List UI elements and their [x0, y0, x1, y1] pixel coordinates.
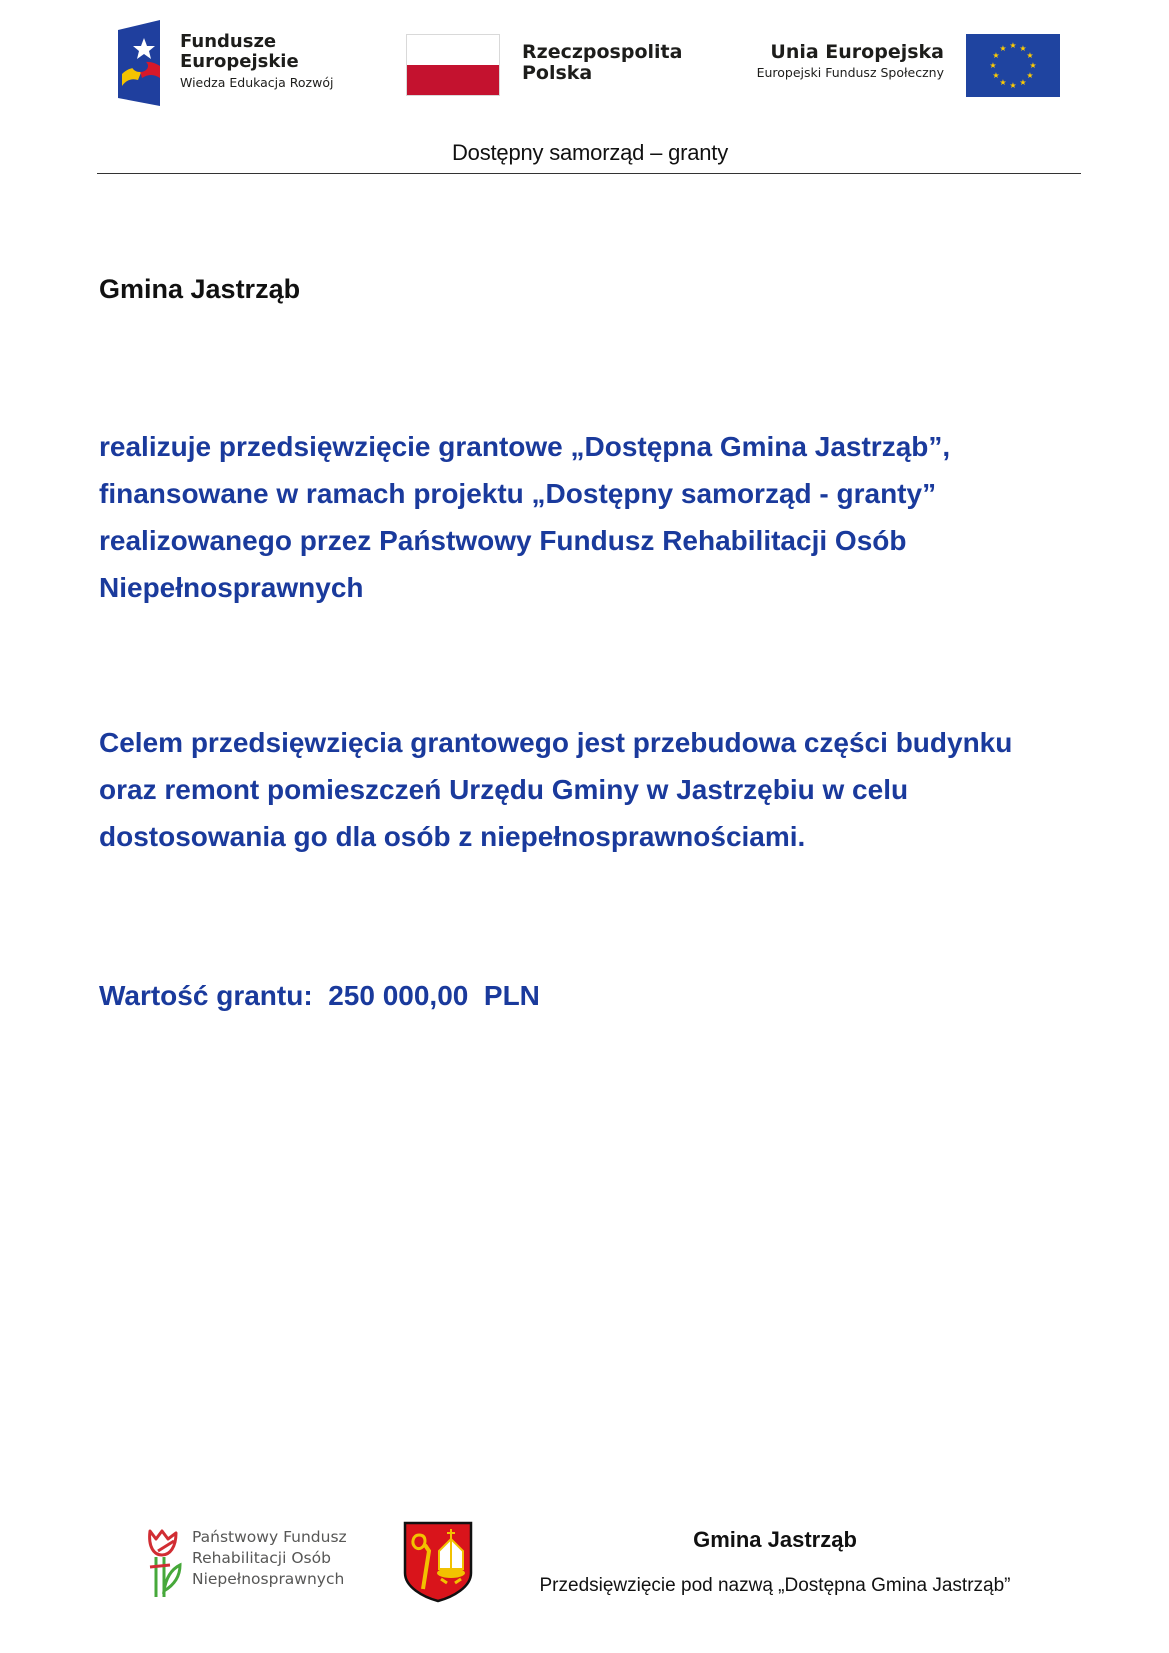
ue-subtitle: Europejski Fundusz Społeczny — [756, 65, 944, 80]
svg-text:★: ★ — [1019, 78, 1027, 87]
project-goal — [99, 719, 1109, 860]
svg-text:★: ★ — [999, 78, 1007, 87]
svg-text:★: ★ — [1009, 41, 1017, 50]
fe-title-line2: Europejskie — [180, 51, 299, 72]
pfron-line3: Niepełnosprawnych — [192, 1570, 345, 1588]
fe-title-line1: Fundusze — [180, 31, 277, 52]
description-line: realizuje przedsięwzięcie grantowe „Dostępna Gmina Jastrząb”, — [99, 431, 951, 462]
description-line: finansowane w ramach projektu „Dostępny samorząd - granty” — [99, 478, 937, 509]
pfron-line1: Państwowy Fundusz — [192, 1528, 347, 1546]
grant-value: Wartość grantu: 250 000,00 PLN — [99, 980, 540, 1011]
svg-text:★: ★ — [999, 44, 1007, 53]
fe-subtitle: Wiedza Edukacja Rozwój — [180, 75, 334, 90]
header-title: Dostępny samorząd – granty — [451, 140, 729, 165]
svg-text:★: ★ — [992, 51, 1000, 60]
pfron-line2: Rehabilitacji Osób — [192, 1549, 331, 1567]
header-divider — [97, 173, 1081, 174]
svg-text:★: ★ — [1019, 44, 1027, 53]
rzeczpospolita-polska-logo — [406, 32, 686, 98]
rp-line1: Rzeczpospolita — [522, 41, 683, 63]
fundusze-europejskie-emblem-icon — [118, 20, 164, 106]
svg-text:★: ★ — [1026, 71, 1034, 80]
coat-of-arms-icon — [403, 1521, 473, 1603]
polish-flag-icon — [406, 34, 500, 96]
svg-text:★: ★ — [1026, 51, 1034, 60]
svg-text:★: ★ — [1009, 81, 1017, 90]
goal-line: Celem przedsięwzięcia grantowego jest przebudowa części budynku — [99, 727, 1013, 758]
description-line: Niepełnosprawnych — [99, 572, 364, 603]
unia-europejska-logo — [738, 32, 1060, 98]
goal-line: oraz remont pomieszczeń Urzędu Gminy w Jastrzębiu w celu — [99, 774, 909, 805]
project-description — [99, 423, 1109, 611]
rp-line2: Polska — [522, 62, 593, 84]
tulip-icon — [144, 1521, 184, 1601]
ue-title: Unia Europejska — [770, 41, 944, 63]
svg-text:★: ★ — [1029, 61, 1037, 70]
goal-line: dostosowania go dla osób z niepełnosprawnościami. — [99, 821, 806, 852]
footer-project-name: Przedsięwzięcie pod nazwą „Dostępna Gmina Jastrząb” — [539, 1575, 1011, 1596]
footer-organization: Gmina Jastrząb — [693, 1527, 857, 1552]
organization-name: Gmina Jastrząb — [99, 274, 301, 304]
svg-text:★: ★ — [989, 61, 997, 70]
svg-text:★: ★ — [992, 71, 1000, 80]
description-line: realizowanego przez Państwowy Fundusz Rehabilitacji Osób — [99, 525, 907, 556]
pfron-logo — [144, 1515, 384, 1605]
eu-flag-icon — [966, 34, 1060, 97]
fundusze-europejskie-logo — [118, 20, 358, 106]
